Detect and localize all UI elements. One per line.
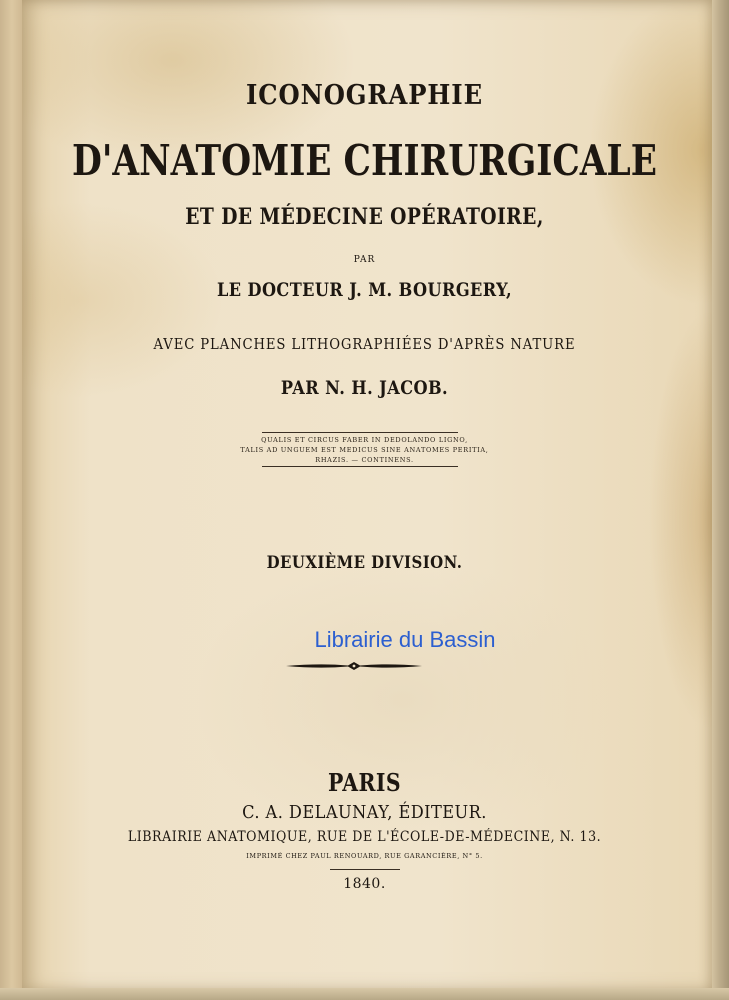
address-line: LIBRAIRIE ANATOMIQUE, RUE DE L'ÉCOLE-DE-MÉDECINE, N. 13. (127, 829, 602, 845)
epigraph-line-2: TALIS AD UNGUEM EST MEDICUS SINE ANATOMES PERITIA, (240, 446, 489, 454)
city-line: PARIS (327, 768, 402, 797)
plates-line: AVEC PLANCHES LITHOGRAPHIÉES D'APRÈS NATURE (153, 335, 576, 353)
book-gutter (0, 0, 24, 1000)
year-line: 1840. (343, 876, 386, 892)
bookseller-watermark: Librairie du Bassin (314, 627, 496, 652)
bottom-edge (0, 988, 729, 1000)
title-line-3: ET DE MÉDECINE OPÉRATOIRE, (185, 204, 544, 230)
by-label: PAR (353, 255, 376, 265)
epigraph-line-1: QUALIS ET CIRCUS FABER IN DEDOLANDO LIGNO, (261, 436, 468, 444)
ornament-rule (286, 660, 422, 672)
year-rule (330, 869, 400, 870)
page-edge (712, 0, 729, 1000)
quote-rule-top (262, 432, 458, 433)
author-line: LE DOCTEUR J. M. BOURGERY, (216, 279, 513, 301)
publisher-line: C. A. DELAUNAY, ÉDITEUR. (242, 802, 487, 823)
printer-line: IMPRIMÉ CHEZ PAUL RENOUARD, RUE GARANCIÈRE, N° 5. (246, 852, 483, 860)
division-line: DEUXIÈME DIVISION. (266, 553, 463, 573)
epigraph-line-3: RHAZIS. — CONTINENS. (315, 456, 414, 464)
quote-rule-bottom (262, 466, 458, 467)
illustrator-line: PAR N. H. JACOB. (280, 377, 449, 399)
title-line-2: D'ANATOMIE CHIRURGICALE (71, 136, 658, 185)
title-line-1: ICONOGRAPHIE (246, 80, 483, 111)
